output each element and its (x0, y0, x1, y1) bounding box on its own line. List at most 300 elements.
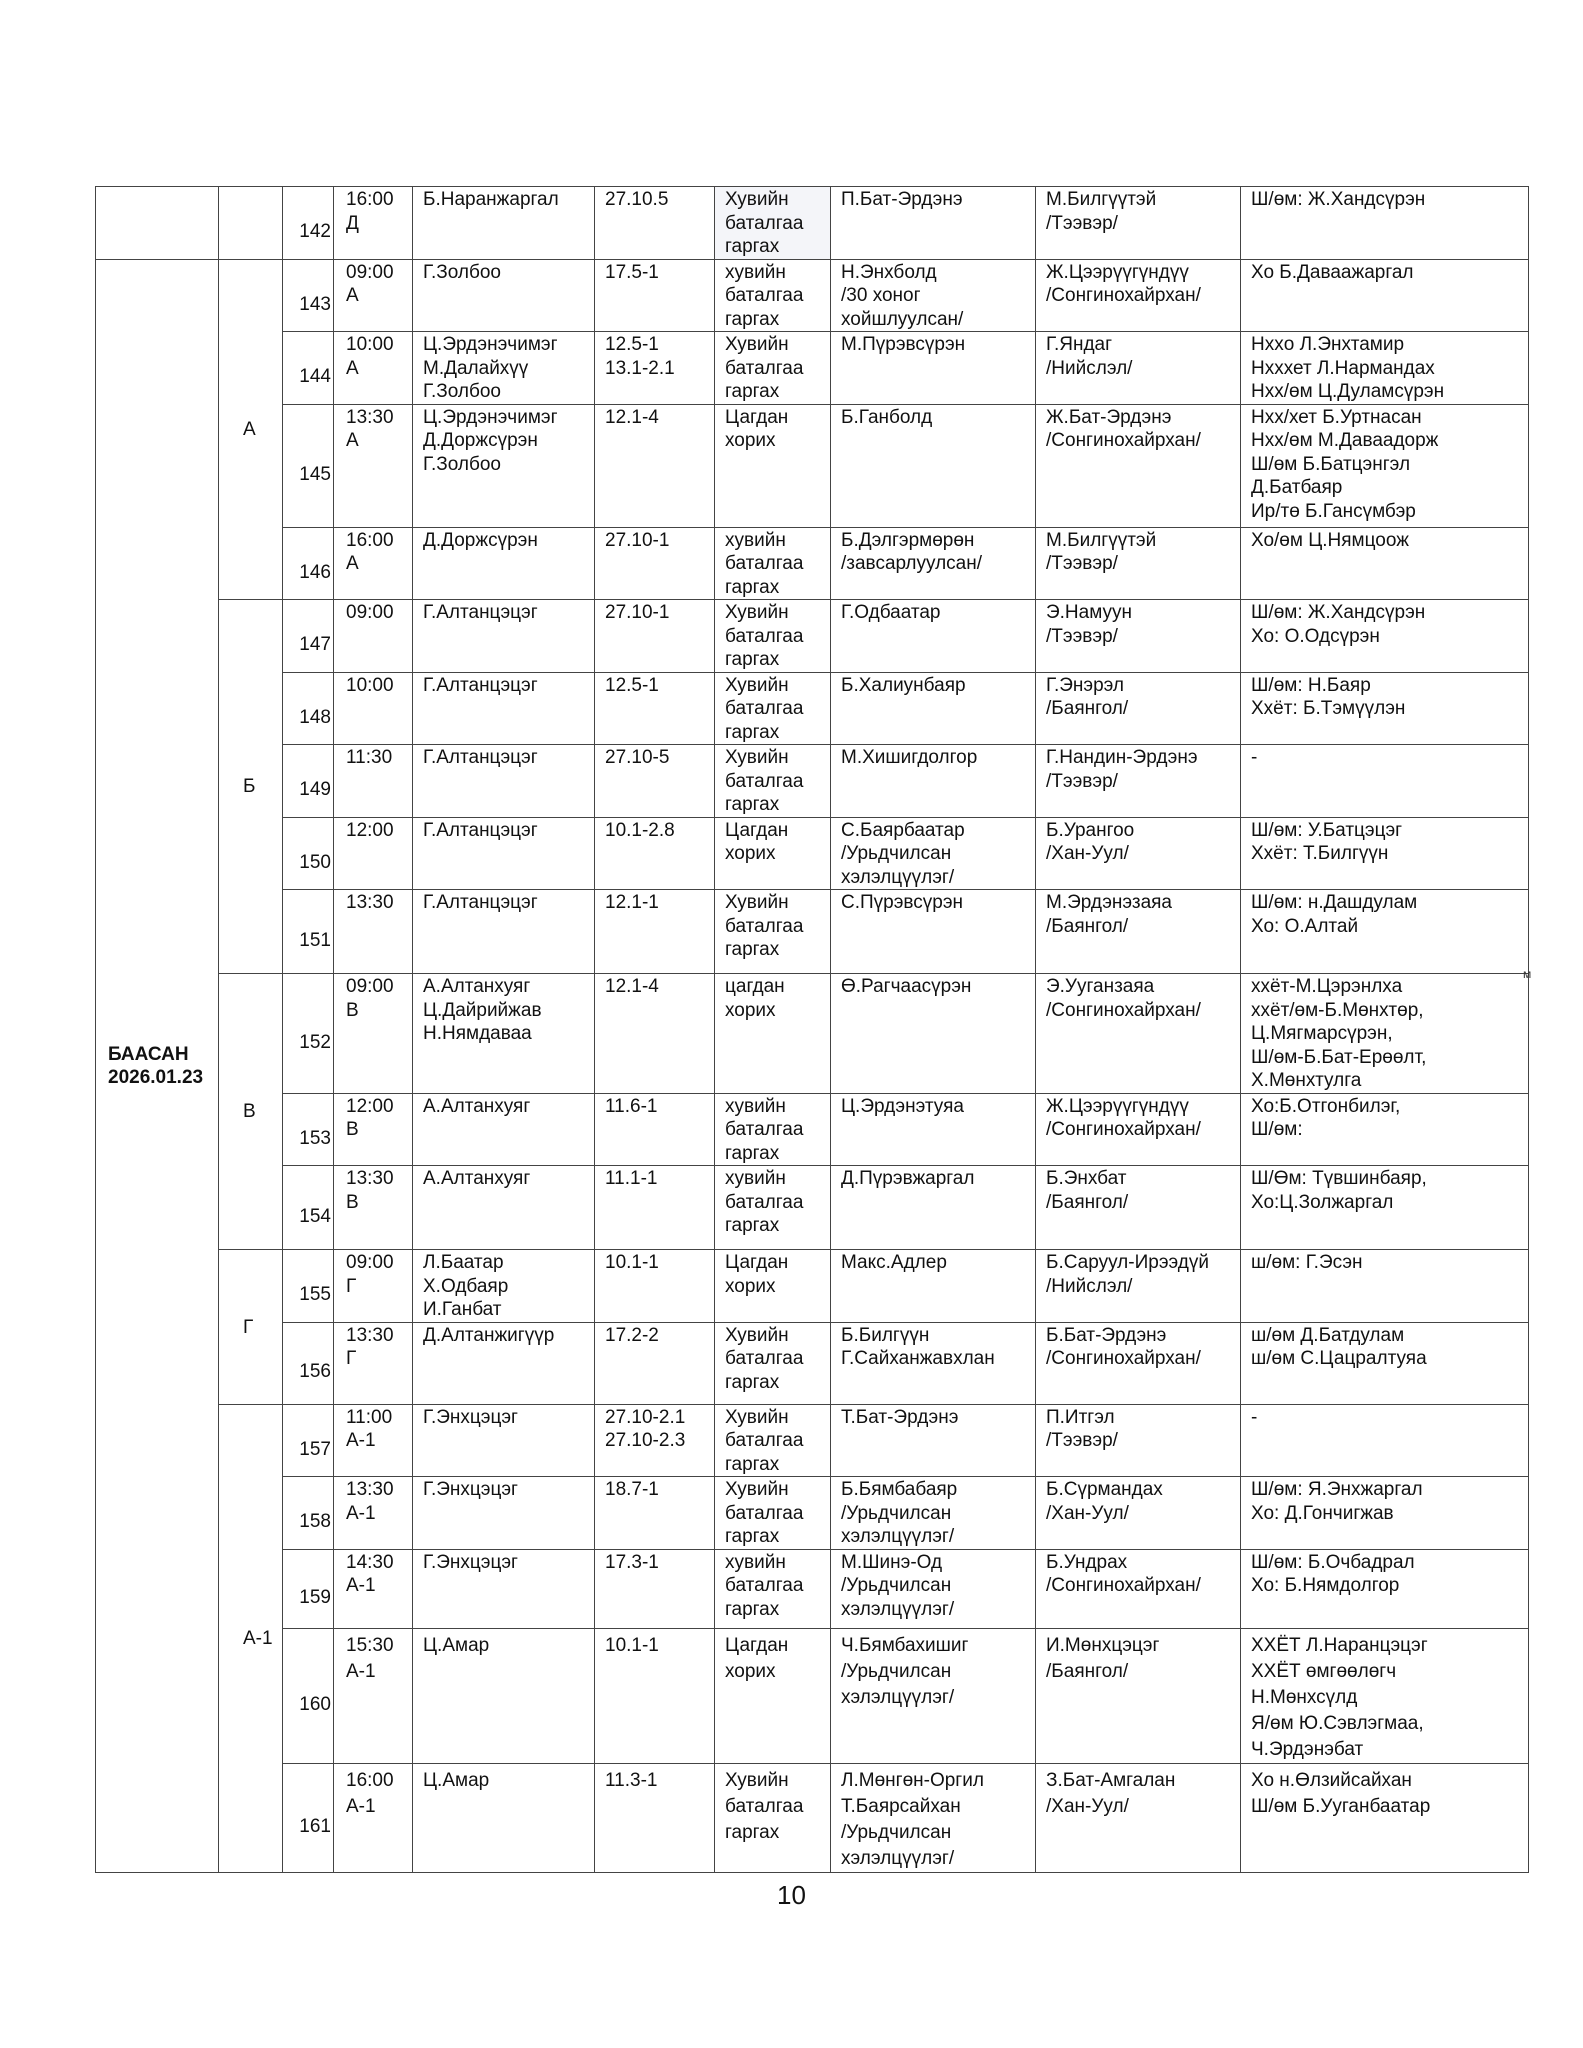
participants-line: Ц.Мягмарсүрэн, (1251, 1023, 1393, 1044)
article-line: 12.5-1 (605, 674, 659, 696)
hearing-time (334, 1628, 413, 1763)
table-row (96, 527, 1529, 600)
prosecutor-line: Б.Урангоо (1046, 819, 1135, 841)
defendant-line: /Урьдчилсан (841, 1502, 952, 1524)
decision-type-line: гаргах (725, 1215, 780, 1236)
prosecutor-line: /Тээвэр/ (1046, 625, 1118, 647)
decision-type-line: гаргах (725, 1821, 780, 1843)
decision-type-line: гаргах (725, 649, 780, 670)
table-row (96, 1763, 1529, 1872)
decision-type-line: хорих (725, 999, 776, 1021)
participants-line: Ххёт: Т.Билгүүн (1251, 843, 1389, 864)
article-line: 11.3-1 (605, 1769, 658, 1791)
participants (1241, 527, 1529, 600)
case-number: 152 (283, 974, 334, 1094)
hearing-time-line: 12:00 (346, 819, 394, 841)
judge-line: И.Ганбат (423, 1299, 502, 1320)
judge (413, 527, 595, 600)
prosecutor-line: /Хан-Уул/ (1046, 1502, 1129, 1524)
prosecutor-line: Ж.Бат-Эрдэнэ (1046, 406, 1172, 428)
judge (413, 1763, 595, 1872)
participants (1241, 1250, 1529, 1323)
hearing-time (334, 1250, 413, 1323)
decision-type (715, 1477, 831, 1550)
case-number: 142 (283, 187, 334, 260)
participants-line: Ч.Эрдэнэбат (1251, 1738, 1364, 1760)
hearing-time-line: А (346, 285, 359, 306)
decision-type-line: Хувийн (725, 1479, 789, 1500)
decision-type-line: гаргах (725, 1526, 780, 1547)
judge (413, 600, 595, 673)
participants-line: Хо:Ц.Золжаргал (1251, 1191, 1394, 1213)
prosecutor-line: П.Итгэл (1046, 1406, 1115, 1428)
defendant-line: /завсарлуулсан/ (841, 553, 983, 574)
judge (413, 1322, 595, 1404)
judge (413, 1477, 595, 1550)
day-cell (96, 187, 219, 260)
participants-line: Ш/өм: Ж.Хандсүрэн (1251, 189, 1426, 210)
participants-line: Ш/өм: н.Дашдулам (1251, 892, 1418, 913)
decision-type-line: Хувийн (725, 602, 789, 623)
judge-line: Х.Одбаяр (423, 1275, 509, 1297)
table-row (96, 1549, 1529, 1628)
defendant-line: хойшлуулсан/ (841, 308, 964, 330)
decision-type-line: гаргах (725, 1453, 780, 1475)
courtroom-cell: Б (219, 600, 283, 974)
decision-type-line: гаргах (725, 576, 780, 598)
table-row (96, 1166, 1529, 1250)
table-row (96, 817, 1529, 890)
judge (413, 1404, 595, 1477)
defendant (831, 974, 1036, 1094)
judge (413, 1628, 595, 1763)
participants-line: Хо:Б.Отгонбилэг, (1251, 1095, 1401, 1117)
participants-line: Нхх/өм М.Даваадорж (1251, 430, 1439, 451)
hearing-time (334, 404, 413, 527)
judge (413, 974, 595, 1094)
article (595, 404, 715, 527)
prosecutor-line: /Нийслэл/ (1046, 357, 1133, 379)
table-row (96, 404, 1529, 527)
prosecutor (1036, 187, 1241, 260)
hearing-time-line: 12:00 (346, 1095, 394, 1117)
decision-type-line: хорих (725, 1275, 776, 1297)
defendant-line: Н.Энхболд (841, 261, 937, 283)
courtroom-cell: Г (219, 1250, 283, 1405)
hearing-time-line: 09:00 (346, 976, 394, 997)
prosecutor-line: Б.Бат-Эрдэнэ (1046, 1324, 1167, 1346)
hearing-time (334, 1477, 413, 1550)
defendant-line: хэлэлцүүлэг/ (841, 1847, 955, 1869)
table-row (96, 1093, 1529, 1166)
participants-line: Хо Б.Даваажаргал (1251, 261, 1414, 283)
hearing-time-line: В (346, 1119, 359, 1140)
prosecutor-line: Б.Ундрах (1046, 1551, 1128, 1573)
decision-type-line: гаргах (725, 1371, 780, 1393)
hearing-time (334, 672, 413, 745)
prosecutor-line: /Баянгол/ (1046, 915, 1129, 937)
participants (1241, 1093, 1529, 1166)
article (595, 1250, 715, 1323)
decision-type-line: баталгаа (725, 553, 804, 574)
case-number: 157 (283, 1404, 334, 1477)
prosecutor-line: М.Эрдэнэзаяа (1046, 892, 1172, 913)
article (595, 817, 715, 890)
decision-type (715, 1763, 831, 1872)
defendant-line: /Урьдчилсан (841, 1660, 952, 1682)
hearing-time-line: А-1 (346, 1502, 376, 1524)
prosecutor (1036, 1628, 1241, 1763)
defendant-line: Б.Билгүүн (841, 1324, 930, 1346)
defendant-line: М.Шинэ-Од (841, 1551, 943, 1573)
participants (1241, 259, 1529, 332)
article (595, 974, 715, 1094)
prosecutor-line: /Сонгинохайрхан/ (1046, 1348, 1201, 1369)
defendant (831, 600, 1036, 673)
defendant (831, 332, 1036, 405)
prosecutor-line: /Хан-Уул/ (1046, 1795, 1129, 1817)
defendant-line: С.Баярбаатар (841, 819, 965, 841)
article (595, 745, 715, 818)
schedule-body (96, 187, 1532, 1873)
decision-type (715, 672, 831, 745)
participants-line: - (1251, 747, 1258, 768)
decision-type-line: хувийн (725, 1168, 786, 1189)
prosecutor-line: /Хан-Уул/ (1046, 843, 1129, 864)
hearing-time (334, 1166, 413, 1250)
judge-line: Ц.Эрдэнэчимэг (423, 406, 558, 428)
participants-line: Ш/Өм: Түвшинбаяр, (1251, 1168, 1427, 1189)
day-label-line: 2026.01.23 (108, 1067, 204, 1088)
hearing-time-line: 15:30 (346, 1634, 394, 1656)
judge (413, 1549, 595, 1628)
prosecutor-line: М.Билгүүтэй (1046, 529, 1157, 551)
judge-line: А.Алтанхуяг (423, 1095, 531, 1117)
decision-type (715, 259, 831, 332)
judge-line: Ц.Дайрийжав (423, 999, 542, 1021)
decision-type-line: хувийн (725, 1551, 786, 1573)
day-label-line: БААСАН (108, 1043, 189, 1065)
participants-line: Ш/өм: Ж.Хандсүрэн (1251, 602, 1426, 623)
decision-type-line: баталгаа (725, 698, 804, 719)
judge-line: Д.Доржсүрэн (423, 430, 538, 451)
prosecutor-line: /Баянгол/ (1046, 1191, 1129, 1213)
hearing-time (334, 890, 413, 974)
defendant-line: Б.Халиунбаяр (841, 674, 966, 696)
participants-line: Ир/тө Б.Гансүмбэр (1251, 500, 1416, 522)
hearing-time-line: А-1 (346, 1795, 376, 1817)
prosecutor (1036, 1093, 1241, 1166)
decision-type-line: Цагдан (725, 1634, 789, 1656)
judge (413, 890, 595, 974)
participants-line: ХХЁТ өмгөөлөгч (1251, 1660, 1397, 1682)
decision-type-line: гаргах (725, 1598, 780, 1620)
hearing-time-line: 13:30 (346, 892, 394, 913)
defendant (831, 527, 1036, 600)
decision-type-line: баталгаа (725, 1191, 804, 1213)
defendant (831, 404, 1036, 527)
decision-type (715, 404, 831, 527)
judge (413, 259, 595, 332)
decision-type-line: баталгаа (725, 1502, 804, 1524)
case-number: 147 (283, 600, 334, 673)
participants-line: ш/өм С.Цацралтуяа (1251, 1348, 1427, 1369)
defendant-line: /Урьдчилсан (841, 843, 952, 864)
judge-line: Г.Алтанцэцэг (423, 892, 538, 913)
participants (1241, 1628, 1529, 1763)
case-number: 159 (283, 1549, 334, 1628)
decision-type-line: баталгаа (725, 915, 804, 937)
article-line: 11.1-1 (605, 1168, 658, 1189)
article-line: 27.10.5 (605, 189, 669, 210)
prosecutor-line: Б.Саруул-Ирээдүй (1046, 1252, 1209, 1273)
judge-line: Г.Энхцэцэг (423, 1551, 518, 1573)
prosecutor-line: /Сонгинохайрхан/ (1046, 430, 1201, 451)
article-line: 17.5-1 (605, 261, 659, 283)
case-number: 151 (283, 890, 334, 974)
defendant-line: Ц.Эрдэнэтуяа (841, 1095, 964, 1117)
prosecutor (1036, 745, 1241, 818)
participants-line: Н.Мөнхсүлд (1251, 1686, 1358, 1708)
decision-type-line: Хувийн (725, 1406, 789, 1428)
defendant-line: Г.Сайханжавхлан (841, 1348, 995, 1369)
hearing-time-line: 16:00 (346, 529, 394, 551)
article-line: 18.7-1 (605, 1479, 659, 1500)
article-line: 11.6-1 (605, 1095, 658, 1117)
prosecutor-line: /Баянгол/ (1046, 698, 1129, 719)
hearing-time-line: А-1 (346, 1660, 376, 1682)
hearing-time-line: 16:00 (346, 1769, 394, 1791)
article-line: 27.10-1 (605, 529, 670, 551)
judge (413, 817, 595, 890)
defendant-line: хэлэлцүүлэг/ (841, 1686, 955, 1708)
hearing-time (334, 817, 413, 890)
hearing-time (334, 600, 413, 673)
participants-line: Нхxo Л.Энхтамир (1251, 334, 1405, 355)
table-row (96, 672, 1529, 745)
prosecutor-line: /Тээвэр/ (1046, 553, 1118, 574)
decision-type (715, 1322, 831, 1404)
decision-type-line: баталгаа (725, 212, 804, 234)
defendant (831, 672, 1036, 745)
article (595, 672, 715, 745)
judge-line: Г.Алтанцэцэг (423, 819, 538, 841)
decision-type-line: баталгаа (725, 1348, 804, 1369)
defendant-line: П.Бат-Эрдэнэ (841, 189, 963, 210)
hearing-time-line: 09:00 (346, 1252, 394, 1273)
defendant (831, 817, 1036, 890)
prosecutor-line: Б.Сүрмандах (1046, 1479, 1163, 1500)
article (595, 1166, 715, 1250)
defendant-line: Макс.Адлер (841, 1252, 947, 1273)
defendant (831, 1763, 1036, 1872)
prosecutor (1036, 1322, 1241, 1404)
decision-type (715, 1549, 831, 1628)
participants-line: Х.Мөнхтулга (1251, 1070, 1362, 1091)
participants-line: Ш/өм Б.Батцэнгэл (1251, 453, 1411, 475)
hearing-time (334, 527, 413, 600)
participants-line: - (1251, 1406, 1258, 1428)
decision-type (715, 187, 831, 260)
defendant (831, 1250, 1036, 1323)
judge (413, 1166, 595, 1250)
day-cell (96, 259, 219, 1872)
article (595, 1549, 715, 1628)
judge (413, 332, 595, 405)
defendant (831, 1628, 1036, 1763)
judge-line: Б.Наранжаргал (423, 189, 559, 210)
table-row (96, 974, 1529, 1094)
prosecutor (1036, 974, 1241, 1094)
prosecutor-line: /Тээвэр/ (1046, 212, 1118, 234)
judge-line: Д.Доржсүрэн (423, 529, 538, 551)
decision-type-line: Хувийн (725, 189, 789, 210)
hearing-time-line: 13:30 (346, 1168, 394, 1189)
participants-line: Ххёт: Б.Тэмүүлэн (1251, 698, 1406, 719)
defendant (831, 1477, 1036, 1550)
decision-type (715, 1404, 831, 1477)
judge (413, 672, 595, 745)
prosecutor (1036, 332, 1241, 405)
prosecutor-line: М.Билгүүтэй (1046, 189, 1157, 210)
defendant-line: Б.Ганболд (841, 406, 933, 428)
case-number: 160 (283, 1628, 334, 1763)
participants-line: Хо: Б.Нямдолгор (1251, 1575, 1400, 1596)
judge-line: М.Далайхүү (423, 357, 529, 379)
hearing-time-line: 10:00 (346, 334, 394, 355)
participants (1241, 817, 1529, 890)
decision-type-line: баталгаа (725, 1795, 804, 1817)
prosecutor (1036, 1250, 1241, 1323)
article (595, 890, 715, 974)
decision-type (715, 974, 831, 1094)
decision-type-line: баталгаа (725, 625, 804, 647)
participants (1241, 332, 1529, 405)
article (595, 1628, 715, 1763)
article (595, 1093, 715, 1166)
hearing-time-line: А-1 (346, 1430, 376, 1451)
participants (1241, 404, 1529, 527)
table-row (96, 1477, 1529, 1550)
defendant-line: Т.Бат-Эрдэнэ (841, 1406, 959, 1428)
decision-type-line: Хувийн (725, 674, 789, 696)
table-row (96, 259, 1529, 332)
prosecutor-line: Г.Нандин-Эрдэнэ (1046, 747, 1198, 768)
decision-type (715, 1250, 831, 1323)
judge-line: Г.Алтанцэцэг (423, 747, 538, 768)
decision-type-line: гаргах (725, 236, 780, 257)
judge-line: Г.Золбоо (423, 381, 501, 402)
judge-line: Г.Энхцэцэг (423, 1479, 518, 1500)
courtroom-cell: А (219, 259, 283, 600)
participants-line: ш/өм: Г.Эсэн (1251, 1252, 1363, 1273)
prosecutor (1036, 600, 1241, 673)
case-number: 144 (283, 332, 334, 405)
decision-type (715, 1628, 831, 1763)
judge (413, 1250, 595, 1323)
hearing-time (334, 1549, 413, 1628)
decision-type-line: баталгаа (725, 770, 804, 792)
participants-line: Ш/өм: Я.Энхжаргал (1251, 1479, 1423, 1500)
case-number: 148 (283, 672, 334, 745)
participants (1241, 1477, 1529, 1550)
participants-line: Я/өм Ю.Сэвлэгмаа, (1251, 1712, 1424, 1734)
decision-type-line: Хувийн (725, 1769, 789, 1791)
hearing-time-line: 13:30 (346, 1479, 394, 1500)
participants (1241, 187, 1529, 260)
article-line: 27.10-2.3 (605, 1430, 686, 1451)
participants-line: ххёт-М.Цэрэнлха (1251, 976, 1403, 997)
article-line: 17.3-1 (605, 1551, 659, 1573)
defendant-line: /Урьдчилсан (841, 1821, 952, 1843)
defendant-line: Ч.Бямбахишиг (841, 1634, 969, 1656)
hearing-time-line: Г (346, 1275, 357, 1297)
judge (413, 187, 595, 260)
article-line: 13.1-2.1 (605, 357, 675, 379)
case-number: 161 (283, 1763, 334, 1872)
prosecutor-line: /Баянгол/ (1046, 1660, 1129, 1682)
decision-type-line: хорих (725, 843, 776, 864)
decision-type-line: цагдан (725, 976, 785, 997)
defendant-line: М.Пүрэвсүрэн (841, 334, 966, 355)
decision-type-line: Хувийн (725, 747, 789, 768)
prosecutor-line: Б.Энхбат (1046, 1168, 1127, 1189)
participants-line: Нхх/өм Ц.Дуламсүрэн (1251, 381, 1445, 402)
prosecutor-line: /Тээвэр/ (1046, 1430, 1118, 1451)
judge-line: Г.Алтанцэцэг (423, 674, 538, 696)
hearing-time (334, 1322, 413, 1404)
prosecutor (1036, 1477, 1241, 1550)
prosecutor (1036, 672, 1241, 745)
page-number: 10 (777, 1880, 806, 1910)
hearing-time (334, 974, 413, 1094)
participants-line: Д.Батбаяр (1251, 477, 1343, 498)
case-number: 145 (283, 404, 334, 527)
prosecutor (1036, 817, 1241, 890)
prosecutor (1036, 259, 1241, 332)
prosecutor-line: И.Мөнхцэцэг (1046, 1634, 1160, 1656)
hearing-time-line: 11:00 (346, 1406, 393, 1428)
defendant (831, 1404, 1036, 1477)
participants-line: Нхххет Л.Нармандах (1251, 357, 1435, 379)
hearing-time-line: 13:30 (346, 406, 394, 428)
hearing-time (334, 1763, 413, 1872)
defendant-line: Т.Баярсайхан (841, 1795, 961, 1817)
article (595, 600, 715, 673)
prosecutor-line: /Нийслэл/ (1046, 1275, 1133, 1297)
decision-type-line: хорих (725, 1660, 776, 1682)
decision-type (715, 1093, 831, 1166)
prosecutor-line: /Сонгинохайрхан/ (1046, 1575, 1201, 1596)
judge (413, 1093, 595, 1166)
prosecutor (1036, 404, 1241, 527)
participants (1241, 890, 1529, 974)
defendant (831, 1093, 1036, 1166)
hearing-time-line: В (346, 999, 359, 1021)
defendant-line: Г.Одбаатар (841, 602, 941, 623)
prosecutor (1036, 1763, 1241, 1872)
judge-line: Н.Нямдаваа (423, 1023, 532, 1044)
participants-line: Ш/өм Б.Ууганбаатар (1251, 1795, 1431, 1817)
case-number: 154 (283, 1166, 334, 1250)
article (595, 1477, 715, 1550)
judge (413, 404, 595, 527)
decision-type-line: гаргах (725, 721, 780, 743)
decision-type-line: гаргах (725, 794, 780, 815)
article (595, 259, 715, 332)
table-row (96, 1628, 1529, 1763)
decision-type-line: хувийн (725, 261, 786, 283)
